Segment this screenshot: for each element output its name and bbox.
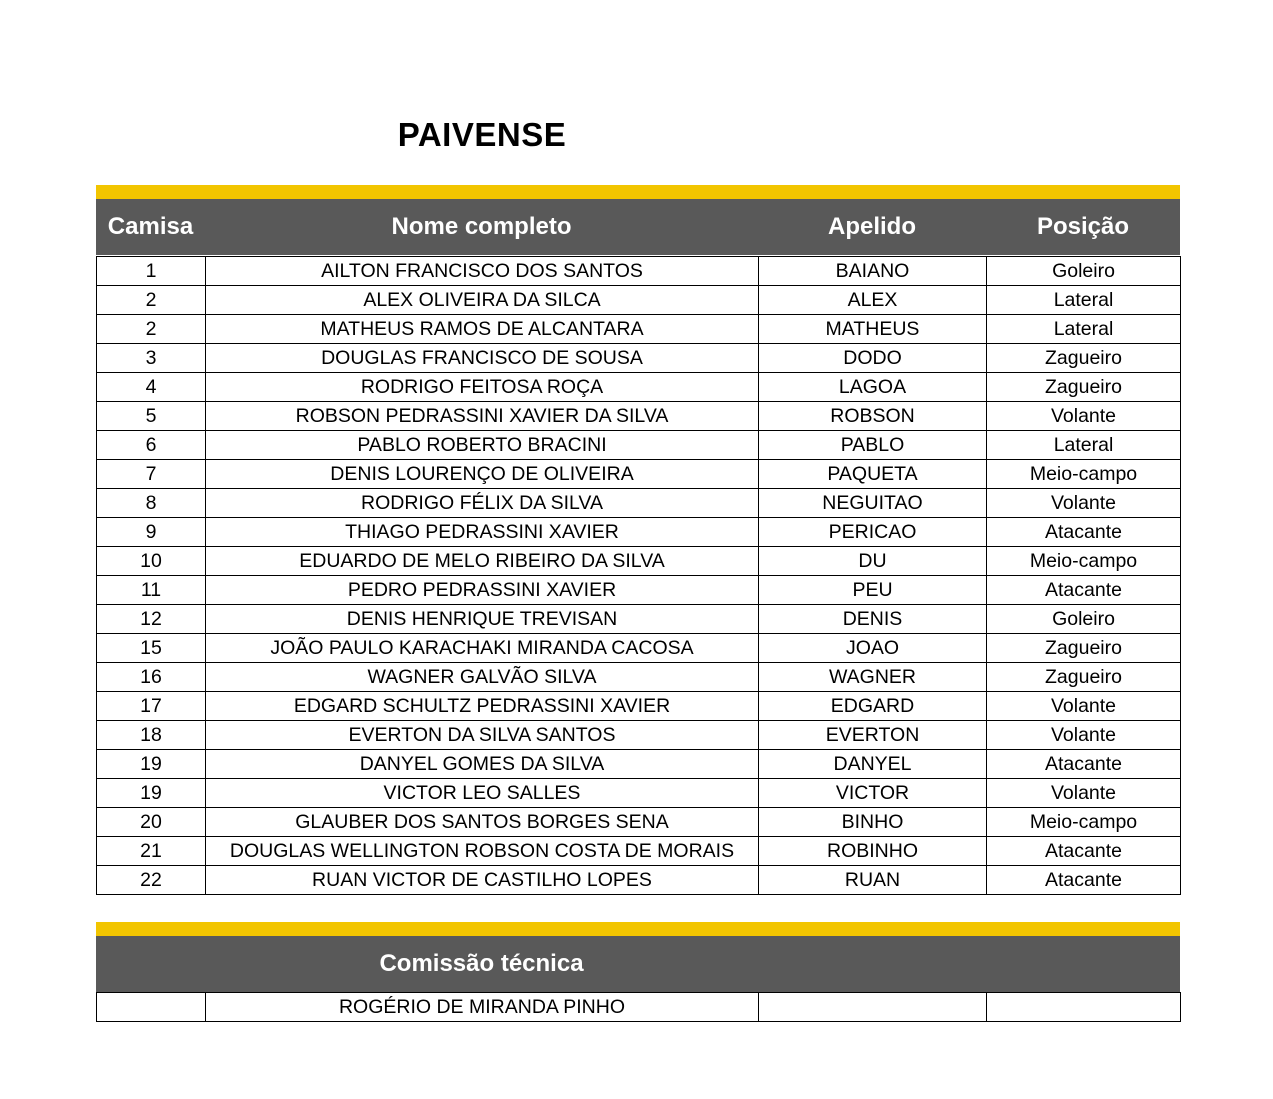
player-row <box>97 837 1181 866</box>
cell-camisa: 12 <box>97 605 206 634</box>
cell-apelido: WAGNER <box>759 663 987 692</box>
cell-nome: RODRIGO FEITOSA ROÇA <box>206 373 759 402</box>
player-row <box>97 547 1181 576</box>
cell-apelido: EDGARD <box>759 692 987 721</box>
cell-posicao: Volante <box>987 721 1181 750</box>
staff-table <box>96 992 1181 1022</box>
cell-nome: WAGNER GALVÃO SILVA <box>206 663 759 692</box>
cell-camisa: 19 <box>97 750 206 779</box>
cell-camisa: 1 <box>97 257 206 286</box>
cell-posicao: Meio-campo <box>987 808 1181 837</box>
cell-nome: JOÃO PAULO KARACHAKI MIRANDA CACOSA <box>206 634 759 663</box>
cell-camisa: 11 <box>97 576 206 605</box>
cell-camisa: 16 <box>97 663 206 692</box>
player-row <box>97 634 1181 663</box>
player-row <box>97 692 1181 721</box>
cell-camisa: 22 <box>97 866 206 895</box>
header-camisa: Camisa <box>107 213 194 240</box>
cell-nome: ROGÉRIO DE MIRANDA PINHO <box>206 993 759 1022</box>
header-apelido: Apelido <box>828 213 916 240</box>
cell-apelido: VICTOR <box>759 779 987 808</box>
cell-apelido: PAQUETA <box>759 460 987 489</box>
cell-posicao: Zagueiro <box>987 373 1181 402</box>
cell-nome: DOUGLAS WELLINGTON ROBSON COSTA DE MORAIS <box>206 837 759 866</box>
cell-camisa: 20 <box>97 808 206 837</box>
roster-accent-bar <box>96 185 1180 199</box>
cell-apelido <box>759 993 987 1022</box>
cell-camisa: 19 <box>97 779 206 808</box>
staff-header <box>96 936 1180 992</box>
cell-nome: PEDRO PEDRASSINI XAVIER <box>206 576 759 605</box>
cell-posicao: Meio-campo <box>987 460 1181 489</box>
cell-apelido: ROBINHO <box>759 837 987 866</box>
cell-posicao: Lateral <box>987 431 1181 460</box>
cell-nome: MATHEUS RAMOS DE ALCANTARA <box>206 315 759 344</box>
player-row <box>97 605 1181 634</box>
cell-posicao: Atacante <box>987 750 1181 779</box>
cell-posicao: Volante <box>987 779 1181 808</box>
cell-posicao: Meio-campo <box>987 547 1181 576</box>
cell-posicao: Goleiro <box>987 605 1181 634</box>
cell-posicao: Zagueiro <box>987 634 1181 663</box>
roster-header <box>96 199 1180 255</box>
cell-posicao: Atacante <box>987 866 1181 895</box>
player-row <box>97 373 1181 402</box>
cell-apelido: DODO <box>759 344 987 373</box>
player-row <box>97 663 1181 692</box>
cell-apelido: DENIS <box>759 605 987 634</box>
cell-apelido: MATHEUS <box>759 315 987 344</box>
cell-posicao: Volante <box>987 489 1181 518</box>
cell-camisa: 21 <box>97 837 206 866</box>
cell-apelido: ALEX <box>759 286 987 315</box>
staff-row <box>97 993 1181 1022</box>
cell-posicao: Atacante <box>987 518 1181 547</box>
player-row <box>97 402 1181 431</box>
cell-posicao: Volante <box>987 402 1181 431</box>
cell-posicao: Atacante <box>987 576 1181 605</box>
cell-apelido: EVERTON <box>759 721 987 750</box>
cell-camisa <box>97 993 206 1022</box>
player-row <box>97 866 1181 895</box>
cell-posicao: Zagueiro <box>987 663 1181 692</box>
player-row <box>97 315 1181 344</box>
cell-nome: EDGARD SCHULTZ PEDRASSINI XAVIER <box>206 692 759 721</box>
cell-apelido: NEGUITAO <box>759 489 987 518</box>
cell-apelido: BAIANO <box>759 257 987 286</box>
cell-nome: RUAN VICTOR DE CASTILHO LOPES <box>206 866 759 895</box>
player-row <box>97 808 1181 837</box>
cell-posicao <box>987 993 1181 1022</box>
cell-nome: DENIS LOURENÇO DE OLIVEIRA <box>206 460 759 489</box>
cell-apelido: DANYEL <box>759 750 987 779</box>
cell-apelido: LAGOA <box>759 373 987 402</box>
cell-nome: EDUARDO DE MELO RIBEIRO DA SILVA <box>206 547 759 576</box>
cell-camisa: 2 <box>97 315 206 344</box>
player-row <box>97 721 1181 750</box>
cell-apelido: DU <box>759 547 987 576</box>
cell-nome: DENIS HENRIQUE TREVISAN <box>206 605 759 634</box>
cell-camisa: 17 <box>97 692 206 721</box>
player-row <box>97 460 1181 489</box>
player-row <box>97 489 1181 518</box>
staff-title: Comissão técnica <box>379 950 584 977</box>
cell-nome: GLAUBER DOS SANTOS BORGES SENA <box>206 808 759 837</box>
cell-camisa: 9 <box>97 518 206 547</box>
cell-nome: AILTON FRANCISCO DOS SANTOS <box>206 257 759 286</box>
cell-apelido: ROBSON <box>759 402 987 431</box>
header-posicao: Posição <box>1036 213 1130 240</box>
cell-camisa: 5 <box>97 402 206 431</box>
header-nome: Nome completo <box>391 213 572 240</box>
cell-nome: EVERTON DA SILVA SANTOS <box>206 721 759 750</box>
cell-apelido: BINHO <box>759 808 987 837</box>
cell-camisa: 7 <box>97 460 206 489</box>
cell-nome: THIAGO PEDRASSINI XAVIER <box>206 518 759 547</box>
staff-accent-bar <box>96 922 1180 936</box>
staff-body <box>97 993 1181 1022</box>
cell-camisa: 4 <box>97 373 206 402</box>
team-title: PAIVENSE <box>397 116 567 153</box>
cell-apelido: PABLO <box>759 431 987 460</box>
cell-apelido: JOAO <box>759 634 987 663</box>
cell-posicao: Lateral <box>987 286 1181 315</box>
cell-camisa: 6 <box>97 431 206 460</box>
cell-nome: PABLO ROBERTO BRACINI <box>206 431 759 460</box>
cell-camisa: 18 <box>97 721 206 750</box>
cell-posicao: Volante <box>987 692 1181 721</box>
cell-camisa: 15 <box>97 634 206 663</box>
cell-nome: ROBSON PEDRASSINI XAVIER DA SILVA <box>206 402 759 431</box>
cell-posicao: Zagueiro <box>987 344 1181 373</box>
cell-nome: RODRIGO FÉLIX DA SILVA <box>206 489 759 518</box>
player-row <box>97 779 1181 808</box>
cell-nome: DOUGLAS FRANCISCO DE SOUSA <box>206 344 759 373</box>
cell-camisa: 10 <box>97 547 206 576</box>
cell-posicao: Atacante <box>987 837 1181 866</box>
cell-posicao: Lateral <box>987 315 1181 344</box>
player-row <box>97 286 1181 315</box>
cell-nome: DANYEL GOMES DA SILVA <box>206 750 759 779</box>
player-row <box>97 576 1181 605</box>
cell-apelido: PERICAO <box>759 518 987 547</box>
cell-nome: ALEX OLIVEIRA DA SILCA <box>206 286 759 315</box>
cell-apelido: RUAN <box>759 866 987 895</box>
player-row <box>97 344 1181 373</box>
cell-nome: VICTOR LEO SALLES <box>206 779 759 808</box>
player-row <box>97 518 1181 547</box>
player-row <box>97 750 1181 779</box>
roster-table <box>96 256 1181 895</box>
player-row <box>97 431 1181 460</box>
player-row <box>97 257 1181 286</box>
cell-posicao: Goleiro <box>987 257 1181 286</box>
roster-body <box>97 257 1181 895</box>
cell-apelido: PEU <box>759 576 987 605</box>
cell-camisa: 3 <box>97 344 206 373</box>
cell-camisa: 8 <box>97 489 206 518</box>
cell-camisa: 2 <box>97 286 206 315</box>
